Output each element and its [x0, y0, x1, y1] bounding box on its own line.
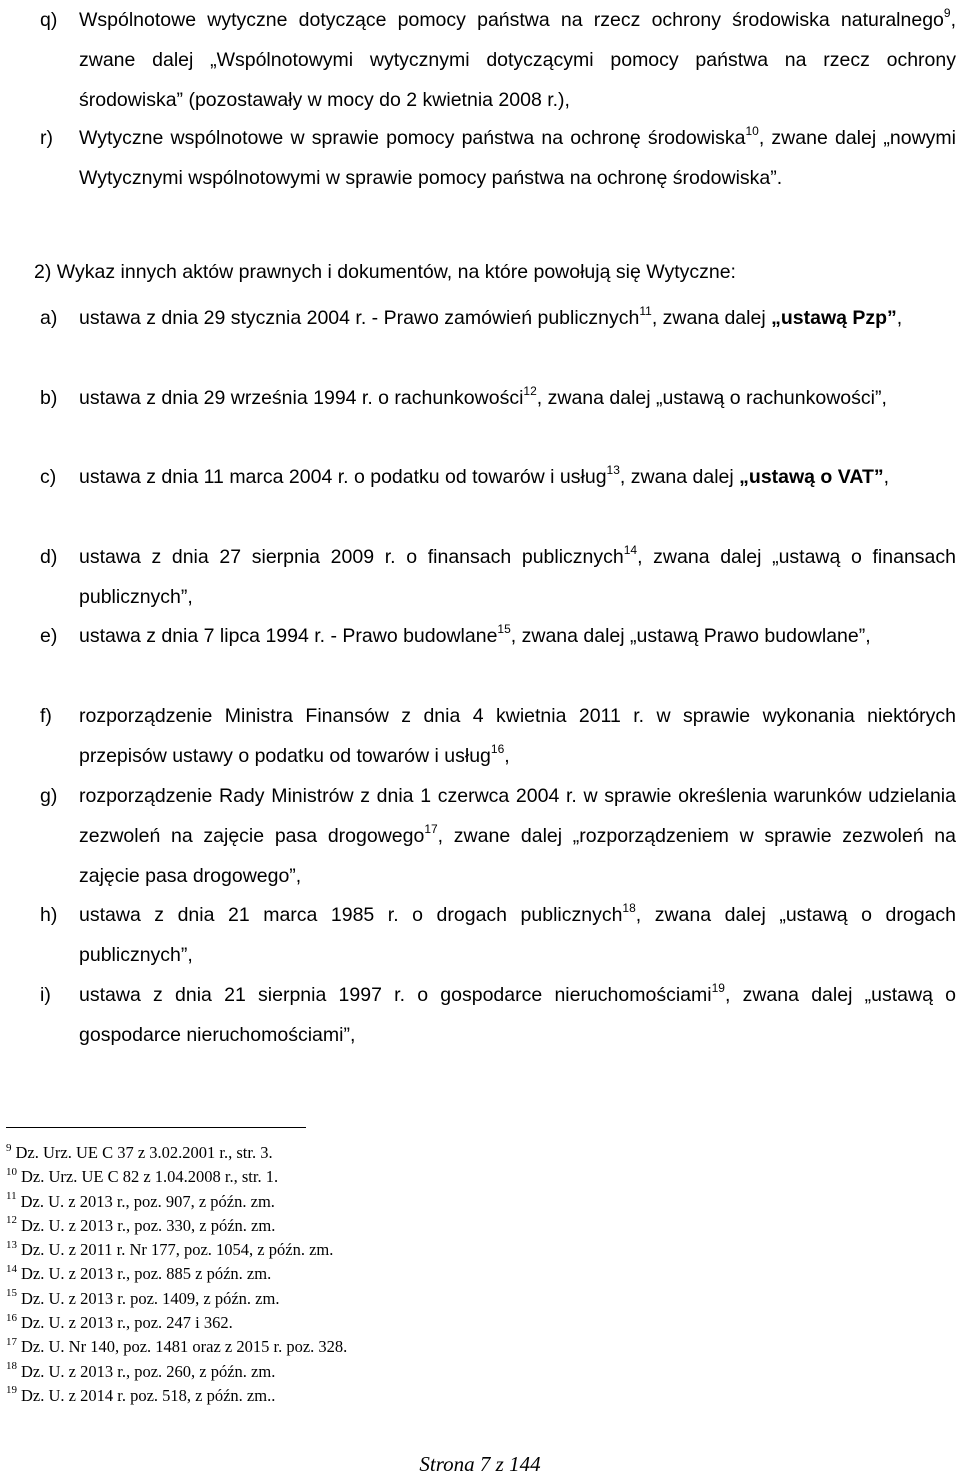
item-text — [79, 537, 956, 617]
text-run: ustawa z dnia 27 sierpnia 2009 r. o finansach publicznych — [79, 546, 624, 568]
footnote-text: Dz. U. z 2013 r., poz. 260, z późn. zm. — [21, 1361, 276, 1381]
text-run: , zwana dalej „ustawą o drogach publicznych”, — [79, 904, 956, 966]
defined-term: „ustawą o VAT” — [739, 466, 884, 488]
text-run: , zwane dalej „Wspólnotowymi wytycznymi dotyczącymi pomocy państwa na rzecz ochrony środowiska” (pozostawały w mocy do 2 kwietnia 2008 r.), — [79, 9, 956, 111]
footnote-ref: 10 — [745, 123, 759, 138]
footnote-number: 18 — [6, 1360, 17, 1373]
list-item-r — [40, 118, 956, 198]
footnote-ref: 14 — [623, 542, 638, 557]
item-text — [79, 776, 956, 896]
footnotes — [6, 1141, 347, 1408]
list-item-q — [40, 0, 956, 120]
item-text — [79, 298, 956, 338]
footnote-text: Dz. U. z 2013 r., poz. 907, z późn. zm. — [20, 1191, 275, 1211]
item-text — [79, 696, 956, 776]
item-label: q) — [40, 9, 58, 31]
text-run: ustawa z dnia 7 lipca 1994 r. - Prawo budowlane — [79, 625, 498, 647]
footnote — [6, 1141, 347, 1165]
text-run: ustawa z dnia 29 stycznia 2004 r. - Prawo zamówień publicznych — [79, 307, 640, 329]
footnote — [6, 1335, 347, 1359]
footnote-text: Dz. Urz. UE C 82 z 1.04.2008 r., str. 1. — [21, 1167, 279, 1187]
section-number: 2) — [34, 261, 52, 283]
text-run: , zwane dalej „rozporządzeniem w sprawie zezwoleń na zajęcie pasa drogowego”, — [79, 825, 956, 887]
footnote — [6, 1311, 347, 1335]
footnote-text: Dz. U. z 2011 r. Nr 177, poz. 1054, z późn. zm. — [21, 1240, 334, 1260]
item-text — [79, 0, 956, 120]
text-run: , — [883, 466, 890, 488]
footnote-separator — [6, 1127, 306, 1128]
footnote-text: Dz. U. z 2013 r., poz. 247 i 362. — [21, 1313, 233, 1333]
item-text — [79, 457, 956, 497]
footnote-text: Dz. U. z 2013 r. poz. 1409, z późn. zm. — [21, 1288, 280, 1308]
text-run: , zwana dalej — [651, 307, 772, 329]
page-number: Strona 7 z 144 — [419, 1452, 541, 1476]
list-item-b — [40, 378, 956, 418]
footnote-number: 12 — [6, 1214, 17, 1227]
footnote-ref: 17 — [424, 821, 438, 836]
item-label: h) — [40, 904, 58, 926]
footnote-ref: 16 — [490, 741, 505, 756]
item-text — [79, 118, 956, 198]
text-run: , zwane dalej „nowymi Wytycznymi wspólnotowymi w sprawie pomocy państwa na ochronę środowiska”. — [79, 127, 956, 189]
footnote-text: Dz. U. z 2014 r. poz. 518, z późn. zm.. — [21, 1385, 276, 1405]
footnote — [6, 1262, 347, 1286]
footnote-number: 15 — [6, 1287, 17, 1300]
footnote-ref: 18 — [622, 900, 636, 915]
text-run: Wytyczne wspólnotowe w sprawie pomocy państwa na ochronę środowiska — [79, 127, 746, 149]
item-text — [79, 975, 956, 1055]
text-run: ustawa z dnia 21 marca 1985 r. o drogach publicznych — [79, 904, 623, 926]
footnote-number: 10 — [6, 1165, 17, 1178]
list-item-g — [40, 776, 956, 896]
list-item-h — [40, 895, 956, 975]
footnote — [6, 1360, 347, 1384]
footnote — [6, 1214, 347, 1238]
item-label: d) — [40, 546, 58, 568]
footnote-ref: 11 — [639, 303, 652, 318]
item-label: c) — [40, 466, 57, 488]
text-run: rozporządzenie Ministra Finansów z dnia 4 kwietnia 2011 r. w sprawie wykonania niektórych przepisów ustawy o podatku od towarów i usług — [79, 705, 956, 767]
list-item-f — [40, 696, 956, 776]
footnote-number: 19 — [6, 1384, 17, 1397]
footnote-text: Dz. U. Nr 140, poz. 1481 oraz z 2015 r. poz. 328. — [21, 1337, 348, 1357]
footnote-number: 16 — [6, 1311, 17, 1324]
item-text — [79, 378, 956, 418]
section-text: Wykaz innych aktów prawnych i dokumentów, na które powołują się Wytyczne: — [56, 261, 736, 283]
list-item-d — [40, 537, 956, 617]
text-run: ustawa z dnia 11 marca 2004 r. o podatku od towarów i usług — [79, 466, 607, 488]
footnote-ref: 13 — [606, 462, 620, 477]
text-run: , zwana dalej „ustawą o rachunkowości”, — [536, 387, 887, 409]
footnote — [6, 1384, 347, 1408]
list-item-e — [40, 616, 956, 656]
text-run: Wspólnotowe wytyczne dotyczące pomocy państwa na rzecz ochrony środowiska naturalnego — [79, 9, 944, 31]
footnote-number: 13 — [6, 1238, 17, 1251]
item-label: a) — [40, 307, 58, 329]
item-label: i) — [40, 984, 51, 1006]
footnote — [6, 1165, 347, 1189]
item-label: r) — [40, 127, 53, 149]
footnote-ref: 19 — [711, 980, 725, 995]
text-run: , zwana dalej — [619, 466, 740, 488]
footnote-text: Dz. Urz. UE C 37 z 3.02.2001 r., str. 3. — [15, 1143, 273, 1162]
footnote-ref: 12 — [523, 383, 537, 398]
text-run: , — [504, 745, 510, 767]
defined-term: „ustawą Pzp” — [771, 307, 897, 329]
item-text — [79, 616, 956, 656]
footnote-number: 9 — [6, 1141, 12, 1154]
text-run: rozporządzenie Rady Ministrów z dnia 1 czerwca 2004 r. w sprawie określenia warunków udzielania zezwoleń na zajęcie pasa drogowego — [79, 785, 956, 847]
list-item-c — [40, 457, 956, 497]
section-2-heading — [34, 252, 956, 292]
footnote-number: 11 — [6, 1190, 17, 1203]
item-label: e) — [40, 625, 58, 647]
footnote-text: Dz. U. z 2013 r., poz. 885 z późn. zm. — [21, 1264, 272, 1284]
footnote-ref: 15 — [497, 621, 511, 636]
text-run: , — [896, 307, 903, 329]
footnote — [6, 1287, 347, 1311]
footnote — [6, 1190, 347, 1214]
item-label: g) — [40, 785, 58, 807]
footnote-ref: 9 — [943, 5, 951, 20]
text-run: , zwana dalej „ustawą o finansach publicznych”, — [79, 546, 956, 608]
text-run: , zwana dalej „ustawą Prawo budowlane”, — [510, 625, 871, 647]
list-item-i — [40, 975, 956, 1055]
item-label: b) — [40, 387, 58, 409]
footnote-text: Dz. U. z 2013 r., poz. 330, z późn. zm. — [21, 1215, 276, 1235]
footnote-number: 14 — [6, 1262, 17, 1275]
footnote-number: 17 — [6, 1335, 17, 1348]
text-run: ustawa z dnia 29 września 1994 r. o rachunkowości — [79, 387, 524, 409]
item-text — [79, 895, 956, 975]
text-run: ustawa z dnia 21 sierpnia 1997 r. o gospodarce nieruchomościami — [79, 984, 712, 1006]
item-label: f) — [40, 705, 52, 727]
list-item-a — [40, 298, 956, 338]
text-run: , zwana dalej „ustawą o gospodarce nieruchomościami”, — [79, 984, 956, 1046]
footnote — [6, 1238, 347, 1262]
